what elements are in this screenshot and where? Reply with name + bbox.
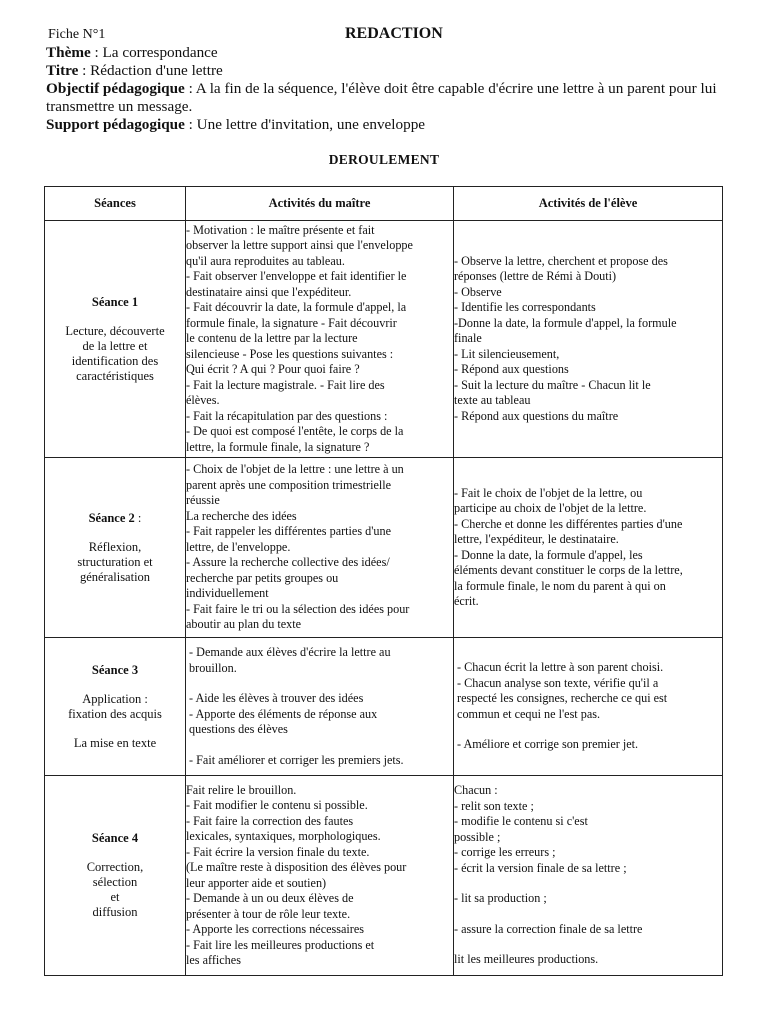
seance-cell: [45, 638, 186, 776]
seance-description-line: Application :: [82, 691, 148, 706]
maitre-activity-line: silencieuse - Pose les questions suivantes :: [186, 346, 394, 361]
seance-description: [45, 324, 185, 384]
eleve-activity-line: - Chacun écrit la lettre à son parent choisi.: [454, 660, 664, 675]
maitre-activity-line: parent après une composition trimestrielle: [186, 477, 392, 492]
table-row: [45, 458, 723, 638]
seance-number: [45, 295, 185, 310]
eleve-activity-line: - Améliore et corrige son premier jet.: [454, 737, 639, 752]
eleve-activity-line: finale: [454, 331, 482, 346]
seance-description-line: Correction,: [86, 860, 144, 874]
eleve-activity-line: - Observe: [454, 284, 502, 299]
maitre-activity-line: - Fait faire le tri ou la sélection des idées pour: [186, 601, 410, 616]
eleve-activity-line: - Donne la date, la formule d'appel, les: [454, 547, 643, 562]
titre-label: Titre: [46, 62, 79, 79]
eleve-activity-line: commun et cequi ne l'est pas.: [454, 706, 601, 721]
maitre-activity-line: - Fait la lecture magistrale. - Fait lire des: [186, 377, 385, 392]
maitre-activity-line: (Le maître reste à disposition des élèves pour: [186, 860, 407, 874]
maitre-activity-line: - Fait lire les meilleures productions et: [186, 937, 375, 952]
eleve-activity-line: - modifie le contenu si c'est: [454, 814, 588, 829]
seance-description-line: caractéristiques: [76, 368, 154, 383]
seance-description-line: structuration et: [77, 554, 153, 569]
seance-description-line: Lecture, découverte: [65, 323, 165, 338]
maitre-activity-line: lettre, la formule finale, la signature ?: [186, 439, 370, 454]
maitre-activity-line: - Fait la récapitulation par des questions :: [186, 408, 388, 423]
maitre-activity-line: La recherche des idées: [186, 508, 297, 523]
activites-eleve-cell: [454, 638, 723, 776]
fiche-number: Fiche N°1: [48, 27, 106, 42]
maitre-activity-line: questions des élèves: [186, 722, 288, 736]
activites-maitre-cell: [186, 776, 454, 976]
eleve-activity-line: [454, 876, 722, 891]
support-label: Support pédagogique: [46, 116, 185, 133]
seance-number-suffix: :: [134, 510, 142, 525]
seance-number: [45, 663, 185, 678]
table-row: [45, 638, 723, 776]
theme-label: Thème: [46, 44, 91, 61]
eleve-activity-line: lettre, l'expéditeur, le destinataire.: [454, 532, 619, 546]
maitre-activity-line: - Fait rappeler les différentes parties d'une: [186, 524, 392, 539]
seance-description: [45, 540, 185, 585]
eleve-activity-line: - assure la correction finale de sa lettre: [454, 921, 643, 936]
eleve-activity-line: - lit sa production ;: [454, 891, 547, 906]
objectif-value: : A la fin de la séquence, l'élève doit être capable d'écrire une lettre à un parent pour lui transmettre un message.: [46, 80, 717, 115]
eleve-activity-line: respecté les consignes, recherche ce qui est: [454, 691, 668, 706]
eleve-activity-line: - Cherche et donne les différentes parties d'une: [454, 516, 683, 531]
eleve-activity-line: participe au choix de l'objet de la lettre.: [454, 501, 647, 515]
maitre-activity-line: - Fait découvrir la date, la formule d'appel, la: [186, 300, 407, 315]
maitre-activity-line: individuellement: [186, 586, 269, 601]
eleve-activity-line: - Observe la lettre, cherchent et propose des: [454, 253, 668, 268]
maitre-activity-line: - Apporte des éléments de réponse aux: [186, 706, 378, 721]
maitre-activity-line: - Fait observer l'enveloppe et fait identifier le: [186, 269, 407, 284]
seance-cell: [45, 776, 186, 976]
eleve-activity-line: la formule finale, le nom du parent à qui on: [454, 578, 666, 593]
maitre-activity-line: - Aide les élèves à trouver des idées: [186, 691, 364, 705]
eleve-activity-line: écrit.: [454, 594, 479, 608]
eleve-activity-line: texte au tableau: [454, 393, 531, 408]
maitre-activity-line: recherche par petits groupes ou: [186, 570, 339, 585]
maitre-activity-line: - Choix de l'objet de la lettre : une lettre à un: [186, 462, 404, 477]
theme-value: : La correspondance: [90, 44, 218, 61]
support-line: [46, 116, 726, 134]
eleve-activity-line: - Suit la lecture du maître - Chacun lit le: [454, 377, 651, 392]
maitre-activity-line: Qui écrit ? A qui ? Pour quoi faire ?: [186, 362, 360, 377]
theme-line: [46, 44, 726, 62]
maitre-activity-line: - Fait écrire la version finale du texte.: [186, 844, 370, 859]
eleve-activity-line: lit les meilleures productions.: [454, 952, 599, 967]
header-eleve: Activités de l'élève: [454, 187, 723, 221]
seance-cell: [45, 221, 186, 458]
maitre-activity-line: observer la lettre support ainsi que l'enveloppe: [186, 238, 413, 253]
seance-description-line: généralisation: [79, 569, 151, 584]
maitre-activity-line: formule finale, la signature - Fait découvrir: [186, 315, 397, 330]
maitre-activity-line: qu'il aura reproduites au tableau.: [186, 253, 345, 268]
maitre-activity-line: élèves.: [186, 393, 220, 408]
table-header-row: [45, 187, 723, 221]
seance-description-line: fixation des acquis: [68, 706, 162, 721]
table-row: [45, 776, 723, 976]
eleve-activity-line: [454, 907, 722, 922]
maitre-activity-line: - Fait améliorer et corriger les premiers jets.: [186, 752, 404, 767]
seance-description: [45, 692, 185, 751]
seance-cell: [45, 458, 186, 638]
seance-number-text: Séance 4: [91, 831, 139, 845]
header-maitre: Activités du maître: [186, 187, 454, 221]
meta-block: [46, 44, 726, 134]
document-title: REDACTION: [345, 25, 443, 42]
header-seances: Séances: [45, 187, 186, 221]
eleve-activity-line: possible ;: [454, 829, 501, 844]
maitre-activity-line: lettre, de l'enveloppe.: [186, 539, 291, 554]
maitre-activity-line: [186, 738, 453, 753]
eleve-activity-line: - relit son texte ;: [454, 798, 534, 813]
maitre-activity-line: les affiches: [186, 953, 241, 967]
maitre-activity-line: [186, 676, 453, 691]
table-row: [45, 221, 723, 458]
maitre-activity-line: lexicales, syntaxiques, morphologiques.: [186, 829, 381, 843]
seance-number-text: Séance 1: [91, 294, 139, 309]
maitre-activity-line: - Demande à un ou deux élèves de: [186, 891, 354, 905]
lesson-table: [44, 186, 723, 976]
seance-description-line: de la lettre et: [82, 338, 148, 353]
titre-value: : Rédaction d'une lettre: [78, 62, 223, 79]
seance-number-text: Séance 2: [88, 510, 135, 525]
maitre-activity-line: - Fait faire la correction des fautes: [186, 813, 354, 828]
maitre-activity-line: - Demande aux élèves d'écrire la lettre au: [186, 645, 391, 659]
activites-maitre-cell: [186, 458, 454, 638]
eleve-activity-line: - Identifie les correspondants: [454, 300, 596, 315]
eleve-activity-line: - Chacun analyse son texte, vérifie qu'il a: [454, 675, 659, 690]
activites-maitre-cell: [186, 221, 454, 458]
objectif-line: [46, 80, 726, 116]
eleve-activity-line: - corrige les erreurs ;: [454, 845, 556, 860]
maitre-activity-line: le contenu de la lettre par la lecture: [186, 331, 358, 346]
maitre-activity-line: - Motivation : le maître présente et fait: [186, 222, 375, 237]
activites-maitre-cell: [186, 638, 454, 776]
maitre-activity-line: - Assure la recherche collective des idées/: [186, 555, 390, 570]
eleve-activity-line: éléments devant constituer le corps de la lettre,: [454, 563, 683, 577]
seance-description-line: La mise en texte: [73, 735, 157, 750]
eleve-activity-line: Chacun :: [454, 783, 498, 798]
maitre-activity-line: destinataire ainsi que l'expéditeur.: [186, 284, 352, 299]
maitre-activity-line: aboutir au plan du texte: [186, 617, 302, 632]
maitre-activity-line: réussie: [186, 493, 220, 508]
eleve-activity-line: -Donne la date, la formule d'appel, la formule: [454, 315, 677, 330]
eleve-activity-line: - Fait le choix de l'objet de la lettre, ou: [454, 485, 643, 500]
seance-description-line: et: [110, 890, 120, 904]
maitre-activity-line: - Apporte les corrections nécessaires: [186, 922, 365, 936]
activites-eleve-cell: [454, 458, 723, 638]
section-heading: DEROULEMENT: [328, 152, 440, 167]
seance-description: [45, 860, 185, 920]
eleve-activity-line: [454, 722, 722, 737]
seance-description-line: identification des: [71, 353, 159, 368]
maitre-activity-line: Fait relire le brouillon.: [186, 782, 297, 797]
objectif-label: Objectif pédagogique: [46, 80, 185, 97]
seance-description-line: sélection: [92, 875, 138, 889]
seance-number: [45, 511, 185, 526]
eleve-activity-line: - écrit la version finale de sa lettre ;: [454, 860, 627, 875]
maitre-activity-line: présenter à tour de rôle leur texte.: [186, 906, 351, 921]
activites-eleve-cell: [454, 221, 723, 458]
eleve-activity-line: réponses (lettre de Rémi à Douti): [454, 269, 617, 284]
eleve-activity-line: - Lit silencieusement,: [454, 346, 560, 361]
maitre-activity-line: leur apporter aide et soutien): [186, 875, 327, 890]
eleve-activity-line: [454, 937, 722, 952]
seance-number: [45, 831, 185, 846]
support-value: : Une lettre d'invitation, une enveloppe: [184, 116, 426, 133]
maitre-activity-line: brouillon.: [186, 660, 237, 675]
seance-description-line: [45, 722, 185, 736]
seance-number-text: Séance 3: [91, 662, 139, 677]
eleve-activity-line: - Répond aux questions du maître: [454, 408, 619, 423]
maitre-activity-line: - Fait modifier le contenu si possible.: [186, 798, 368, 812]
seance-description-line: diffusion: [92, 905, 138, 919]
seance-description-line: Réflexion,: [88, 539, 142, 554]
maitre-activity-line: - De quoi est composé l'entête, le corps de la: [186, 424, 404, 439]
eleve-activity-line: - Répond aux questions: [454, 362, 569, 377]
titre-line: [46, 62, 726, 80]
activites-eleve-cell: [454, 776, 723, 976]
